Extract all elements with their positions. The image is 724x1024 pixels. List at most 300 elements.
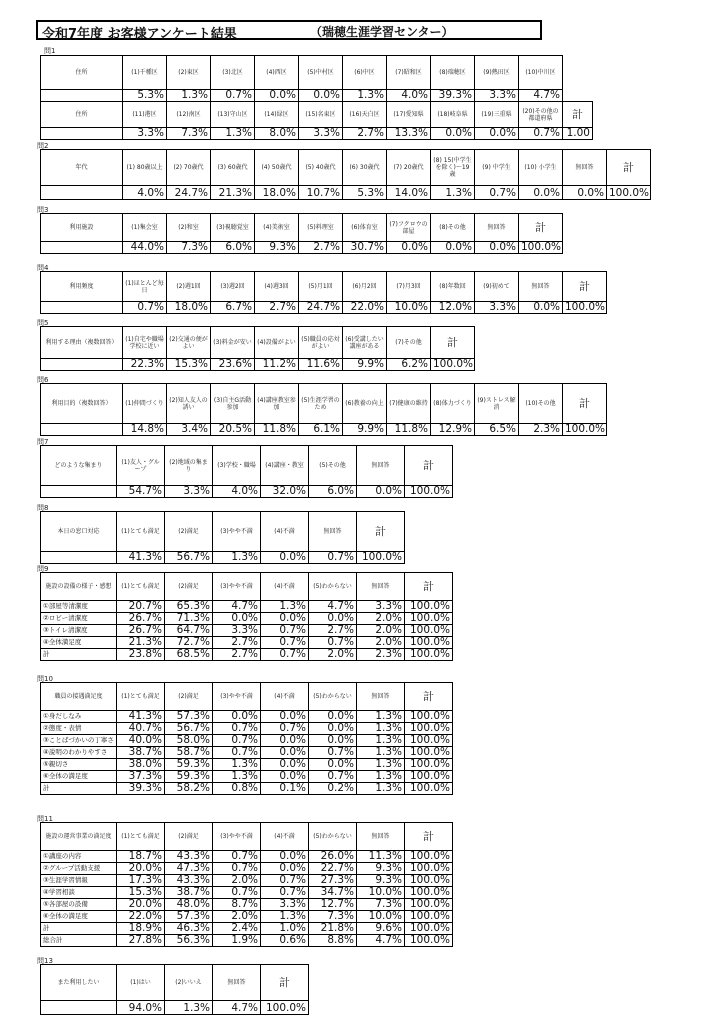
- choice-header-cell: (5)料理室: [299, 214, 343, 242]
- header-row: [41, 965, 309, 1001]
- value-row: [41, 552, 405, 564]
- choice-header-cell: (2)満足: [165, 573, 213, 601]
- value-cell: 18.7%: [117, 851, 165, 863]
- choice-header-cell: 計: [431, 327, 475, 359]
- value-cell: 56.7%: [165, 552, 213, 564]
- choice-header-cell: 無回答: [357, 823, 405, 851]
- header-row: [41, 272, 607, 302]
- table-row: [41, 863, 453, 875]
- value-cell: 0.0%: [261, 851, 309, 863]
- choice-header-cell: (6)受講したい講座がある: [343, 327, 387, 359]
- choice-header-cell: (13)守山区: [211, 102, 255, 128]
- choice-header-cell: (9)ストレス解消: [475, 384, 519, 424]
- question-title-cell: どのような集まり: [41, 446, 117, 486]
- value-cell: 38.7%: [165, 887, 213, 899]
- choice-header-cell: 無回答: [357, 573, 405, 601]
- value-row: [41, 302, 607, 314]
- choice-header-cell: (2)週1回: [167, 272, 211, 302]
- choice-header-cell: (11)港区: [123, 102, 167, 128]
- value-cell: 0.7%: [213, 851, 261, 863]
- value-cell: 7.3%: [167, 242, 211, 254]
- choice-header-cell: (4)講座教室参加: [255, 384, 299, 424]
- value-cell: 43.3%: [165, 851, 213, 863]
- table-row: [41, 783, 453, 795]
- value-cell: 0.0%: [519, 186, 563, 200]
- value-row: [41, 186, 651, 200]
- value-cell: 6.0%: [309, 486, 357, 498]
- value-cell: 41.3%: [117, 711, 165, 723]
- value-cell: 18.9%: [117, 923, 165, 935]
- choice-header-cell: (4)美術室: [255, 214, 299, 242]
- value-cell: 7.3%: [357, 899, 405, 911]
- value-cell: 0.7%: [213, 887, 261, 899]
- choice-header-cell: (19)三重県: [475, 102, 519, 128]
- value-cell: 9.6%: [357, 923, 405, 935]
- value-cell: 100.0%: [405, 723, 453, 735]
- value-cell: 2.0%: [213, 911, 261, 923]
- value-cell: 0.0%: [519, 302, 563, 314]
- value-cell: 6.7%: [211, 302, 255, 314]
- choice-header-cell: (1)友人・グループ: [117, 446, 165, 486]
- choice-header-cell: 計: [519, 214, 563, 242]
- value-cell: 44.0%: [123, 242, 167, 254]
- choice-header-cell: (4) 50歳代: [255, 150, 299, 186]
- choice-header-cell: 計: [357, 512, 405, 552]
- value-cell: 6.0%: [211, 242, 255, 254]
- question-title-cell: 職員の接遇満足度: [41, 683, 117, 711]
- value-cell: 2.4%: [213, 923, 261, 935]
- choice-header-cell: (1) 80歳以上: [123, 150, 167, 186]
- value-cell: 4.0%: [123, 186, 167, 200]
- value-cell: 100.0%: [405, 649, 453, 661]
- choice-header-cell: (4)設備がよい: [255, 327, 299, 359]
- value-cell: 58.0%: [165, 735, 213, 747]
- question-title-cell: 施設の運営事業の満足度: [41, 823, 117, 851]
- value-cell: 4.7%: [309, 601, 357, 613]
- value-cell: 1.3%: [357, 735, 405, 747]
- value-cell: 0.7%: [261, 649, 309, 661]
- table-row: [41, 637, 453, 649]
- value-cell: 39.3%: [431, 90, 475, 102]
- table-q2: [40, 149, 651, 200]
- header-row: [41, 102, 593, 128]
- choice-header-cell: (7)その他: [387, 327, 431, 359]
- value-cell: 1.0%: [261, 923, 309, 935]
- value-cell: 0.7%: [309, 747, 357, 759]
- row-label-cell: [41, 359, 123, 371]
- question-title-cell: 年代: [41, 150, 123, 186]
- value-cell: 10.0%: [357, 887, 405, 899]
- value-cell: 0.7%: [309, 552, 357, 564]
- choice-header-cell: (8) 15(中学生を除く)～19歳: [431, 150, 475, 186]
- value-cell: 18.0%: [167, 302, 211, 314]
- value-cell: 40.0%: [117, 735, 165, 747]
- table-q8: [40, 511, 405, 564]
- value-cell: 2.0%: [357, 625, 405, 637]
- value-cell: 21.3%: [211, 186, 255, 200]
- value-cell: 22.7%: [309, 863, 357, 875]
- choice-header-cell: (4)不満: [261, 573, 309, 601]
- value-cell: 0.0%: [387, 242, 431, 254]
- table-row: [41, 887, 453, 899]
- question-number-q1a: 問1: [44, 47, 56, 55]
- value-cell: 2.0%: [357, 637, 405, 649]
- value-cell: 22.0%: [343, 302, 387, 314]
- value-cell: 22.0%: [117, 911, 165, 923]
- value-cell: 6.2%: [387, 359, 431, 371]
- title-box: [36, 20, 542, 40]
- choice-header-cell: (6)中区: [343, 56, 387, 90]
- value-cell: 3.3%: [123, 128, 167, 140]
- table-row: [41, 759, 453, 771]
- value-cell: 65.3%: [165, 601, 213, 613]
- value-cell: 2.0%: [213, 875, 261, 887]
- value-cell: 57.3%: [165, 911, 213, 923]
- choice-header-cell: (3)やや不満: [213, 573, 261, 601]
- value-cell: 94.0%: [117, 1001, 165, 1015]
- value-cell: 8.8%: [309, 935, 357, 947]
- row-label-cell: [41, 90, 123, 102]
- value-cell: 0.0%: [261, 711, 309, 723]
- value-cell: 0.0%: [261, 747, 309, 759]
- choice-header-cell: (7)昭和区: [387, 56, 431, 90]
- choice-header-cell: (3)やや不満: [213, 683, 261, 711]
- row-label-cell: ④学習相談: [41, 887, 117, 899]
- value-cell: 3.4%: [167, 424, 211, 436]
- choice-header-cell: (3)北区: [211, 56, 255, 90]
- value-cell: 27.3%: [309, 875, 357, 887]
- value-cell: 0.7%: [211, 90, 255, 102]
- value-cell: 38.0%: [117, 759, 165, 771]
- choice-header-cell: (7)フクロウの部屋: [387, 214, 431, 242]
- question-title-cell: また利用したい: [41, 965, 117, 1001]
- table-q13: [40, 964, 309, 1015]
- value-cell: 100.0%: [405, 887, 453, 899]
- value-cell: 2.7%: [255, 302, 299, 314]
- header-row: [41, 214, 563, 242]
- table-q1a: [40, 55, 563, 102]
- choice-header-cell: (2)満足: [165, 823, 213, 851]
- value-cell: 13.3%: [387, 128, 431, 140]
- value-cell: 39.3%: [117, 783, 165, 795]
- value-cell: 0.0%: [309, 759, 357, 771]
- header-row: [41, 512, 405, 552]
- choice-header-cell: (1)集会室: [123, 214, 167, 242]
- value-cell: 14.0%: [387, 186, 431, 200]
- choice-header-cell: (6)月2回: [343, 272, 387, 302]
- choice-header-cell: 無回答: [563, 150, 607, 186]
- table-q3: [40, 213, 563, 254]
- choice-header-cell: 計: [405, 573, 453, 601]
- value-cell: 100.0%: [607, 186, 651, 200]
- choice-header-cell: (6) 30歳代: [343, 150, 387, 186]
- choice-header-cell: (2)交通の便がよい: [167, 327, 211, 359]
- choice-header-cell: (1)自宅や職場学校に近い: [123, 327, 167, 359]
- table-q1b: [40, 101, 593, 140]
- question-title-cell: 利用目的（複数回答）: [41, 384, 123, 424]
- value-cell: 0.0%: [563, 186, 607, 200]
- value-cell: 20.0%: [117, 899, 165, 911]
- table-row: [41, 875, 453, 887]
- value-cell: 37.3%: [117, 771, 165, 783]
- choice-header-cell: (1)とても満足: [117, 573, 165, 601]
- value-cell: 26.0%: [309, 851, 357, 863]
- value-cell: 0.0%: [299, 90, 343, 102]
- table-q6: [40, 383, 607, 436]
- value-cell: 100.0%: [405, 875, 453, 887]
- choice-header-cell: (5) 40歳代: [299, 150, 343, 186]
- question-title-cell: 住所: [41, 56, 123, 90]
- choice-header-cell: (3)料金が安い: [211, 327, 255, 359]
- value-cell: 0.7%: [213, 735, 261, 747]
- table-row: [41, 649, 453, 661]
- value-cell: 18.0%: [255, 186, 299, 200]
- value-cell: 17.3%: [117, 875, 165, 887]
- value-cell: 54.7%: [117, 486, 165, 498]
- value-cell: 11.8%: [255, 424, 299, 436]
- value-row: [41, 128, 593, 140]
- value-cell: 100.0%: [405, 771, 453, 783]
- row-label-cell: ③生涯学習情報: [41, 875, 117, 887]
- question-number-q2: 問2: [37, 142, 49, 150]
- value-cell: 0.8%: [213, 783, 261, 795]
- value-row: [41, 359, 475, 371]
- value-cell: 0.6%: [261, 935, 309, 947]
- value-cell: 0.7%: [261, 875, 309, 887]
- value-cell: 7.3%: [167, 128, 211, 140]
- row-label-cell: ②ロビー清潔度: [41, 613, 117, 625]
- value-cell: 100.0%: [357, 552, 405, 564]
- value-cell: 100.0%: [405, 935, 453, 947]
- value-cell: 1.3%: [343, 90, 387, 102]
- question-title-cell: 本日の窓口対応: [41, 512, 117, 552]
- choice-header-cell: 無回答: [357, 446, 405, 486]
- value-cell: 64.7%: [165, 625, 213, 637]
- choice-header-cell: (9) 中学生: [475, 150, 519, 186]
- choice-header-cell: 計: [563, 102, 593, 128]
- value-cell: 23.6%: [211, 359, 255, 371]
- row-label-cell: [41, 128, 123, 140]
- choice-header-cell: (17)愛知県: [387, 102, 431, 128]
- value-cell: 4.7%: [357, 935, 405, 947]
- choice-header-cell: (16)天白区: [343, 102, 387, 128]
- choice-header-cell: (8)体力づくり: [431, 384, 475, 424]
- choice-header-cell: (3)視聴覚室: [211, 214, 255, 242]
- row-label-cell: ⑤親切さ: [41, 759, 117, 771]
- value-cell: 100.0%: [261, 1001, 309, 1015]
- value-cell: 9.3%: [357, 875, 405, 887]
- value-cell: 2.3%: [357, 649, 405, 661]
- value-cell: 0.0%: [475, 128, 519, 140]
- header-row: [41, 150, 651, 186]
- value-cell: 0.0%: [309, 711, 357, 723]
- choice-header-cell: (20)その他の都道府県: [519, 102, 563, 128]
- question-number-q13: 問13: [37, 957, 53, 965]
- value-cell: 57.3%: [165, 711, 213, 723]
- value-cell: 27.8%: [117, 935, 165, 947]
- value-cell: 34.7%: [309, 887, 357, 899]
- choice-header-cell: (1)とても満足: [117, 512, 165, 552]
- value-cell: 8.7%: [213, 899, 261, 911]
- table-q4: [40, 271, 607, 314]
- table-row: [41, 771, 453, 783]
- choice-header-cell: 計: [563, 272, 607, 302]
- value-cell: 72.7%: [165, 637, 213, 649]
- value-cell: 20.0%: [117, 863, 165, 875]
- value-cell: 11.3%: [357, 851, 405, 863]
- value-cell: 0.0%: [309, 735, 357, 747]
- header-row: [41, 384, 607, 424]
- value-cell: 59.3%: [165, 759, 213, 771]
- choice-header-cell: (3)やや不満: [213, 512, 261, 552]
- table-row: [41, 935, 453, 947]
- value-cell: 100.0%: [563, 302, 607, 314]
- value-cell: 0.7%: [309, 637, 357, 649]
- value-cell: 21.3%: [117, 637, 165, 649]
- value-cell: 0.0%: [255, 90, 299, 102]
- value-cell: 0.7%: [213, 723, 261, 735]
- choice-header-cell: (5)わからない: [309, 683, 357, 711]
- value-cell: 1.3%: [211, 128, 255, 140]
- value-cell: 3.3%: [475, 90, 519, 102]
- value-cell: 100.0%: [405, 486, 453, 498]
- table-q11: [40, 822, 453, 947]
- value-cell: 5.3%: [123, 90, 167, 102]
- value-cell: 3.3%: [357, 601, 405, 613]
- choice-header-cell: 無回答: [475, 214, 519, 242]
- value-row: [41, 486, 453, 498]
- value-cell: 2.7%: [309, 625, 357, 637]
- choice-header-cell: (2)知人友人の誘い: [167, 384, 211, 424]
- choice-header-cell: (10) 小学生: [519, 150, 563, 186]
- value-cell: 0.2%: [309, 783, 357, 795]
- value-cell: 0.0%: [213, 711, 261, 723]
- value-cell: 0.7%: [261, 625, 309, 637]
- choice-header-cell: (1)ほとんど毎日: [123, 272, 167, 302]
- table-row: [41, 899, 453, 911]
- choice-header-cell: (2)いいえ: [165, 965, 213, 1001]
- value-cell: 0.7%: [213, 863, 261, 875]
- choice-header-cell: (1)千種区: [123, 56, 167, 90]
- choice-header-cell: (1)とても満足: [117, 683, 165, 711]
- value-cell: 100.0%: [519, 242, 563, 254]
- value-row: [41, 242, 563, 254]
- value-cell: 100.0%: [405, 711, 453, 723]
- question-title-cell: 住所: [41, 102, 123, 128]
- value-cell: 71.3%: [165, 613, 213, 625]
- value-cell: 100.0%: [405, 625, 453, 637]
- value-cell: 0.0%: [213, 613, 261, 625]
- choice-header-cell: (10)中川区: [519, 56, 563, 90]
- document-title: 令和7年度 お客様アンケート結果: [42, 27, 237, 42]
- value-cell: 4.7%: [213, 1001, 261, 1015]
- value-cell: 56.3%: [165, 935, 213, 947]
- value-cell: 30.7%: [343, 242, 387, 254]
- value-cell: 20.7%: [117, 601, 165, 613]
- value-cell: 21.8%: [309, 923, 357, 935]
- table-q7: [40, 445, 453, 498]
- choice-header-cell: (4)週3回: [255, 272, 299, 302]
- row-label-cell: 総合計: [41, 935, 117, 947]
- value-cell: 100.0%: [405, 863, 453, 875]
- value-cell: 58.2%: [165, 783, 213, 795]
- question-number-q4: 問4: [37, 264, 49, 272]
- choice-header-cell: (7)健康の維持: [387, 384, 431, 424]
- value-cell: 68.5%: [165, 649, 213, 661]
- value-cell: 9.9%: [343, 359, 387, 371]
- value-cell: 11.6%: [299, 359, 343, 371]
- table-row: [41, 851, 453, 863]
- value-cell: 6.5%: [475, 424, 519, 436]
- choice-header-cell: (3)週2回: [211, 272, 255, 302]
- question-title-cell: 施設の設備の様子・感想: [41, 573, 117, 601]
- choice-header-cell: (6)教養の向上: [343, 384, 387, 424]
- header-row: [41, 823, 453, 851]
- value-cell: 100.0%: [405, 851, 453, 863]
- value-cell: 100.0%: [563, 424, 607, 436]
- choice-header-cell: (2)東区: [167, 56, 211, 90]
- value-cell: 2.7%: [299, 242, 343, 254]
- choice-header-cell: 無回答: [213, 965, 261, 1001]
- value-cell: 12.0%: [431, 302, 475, 314]
- value-cell: 1.9%: [213, 935, 261, 947]
- choice-header-cell: 無回答: [309, 512, 357, 552]
- value-cell: 1.3%: [213, 552, 261, 564]
- value-cell: 100.0%: [431, 359, 475, 371]
- value-cell: 32.0%: [261, 486, 309, 498]
- choice-header-cell: 計: [261, 965, 309, 1001]
- value-cell: 4.7%: [519, 90, 563, 102]
- value-cell: 3.3%: [165, 486, 213, 498]
- value-cell: 0.0%: [431, 128, 475, 140]
- choice-header-cell: (10)その他: [519, 384, 563, 424]
- header-row: [41, 573, 453, 601]
- value-cell: 0.7%: [519, 128, 563, 140]
- question-number-q6: 問6: [37, 376, 49, 384]
- table-row: [41, 747, 453, 759]
- choice-header-cell: (3)学校・職場: [213, 446, 261, 486]
- value-cell: 100.0%: [405, 911, 453, 923]
- value-cell: 1.3%: [357, 783, 405, 795]
- value-cell: 0.0%: [309, 613, 357, 625]
- value-cell: 2.7%: [343, 128, 387, 140]
- row-label-cell: [41, 486, 117, 498]
- value-cell: 38.7%: [117, 747, 165, 759]
- row-label-cell: ②態度・表情: [41, 723, 117, 735]
- value-cell: 2.0%: [357, 613, 405, 625]
- choice-header-cell: (2) 70歳代: [167, 150, 211, 186]
- value-cell: 4.0%: [213, 486, 261, 498]
- choice-header-cell: (2)満足: [165, 512, 213, 552]
- value-cell: 6.1%: [299, 424, 343, 436]
- value-cell: 8.0%: [255, 128, 299, 140]
- header-row: [41, 683, 453, 711]
- choice-header-cell: (6)体育室: [343, 214, 387, 242]
- value-cell: 0.1%: [261, 783, 309, 795]
- value-cell: 1.3%: [357, 747, 405, 759]
- question-number-q7: 問7: [37, 438, 49, 446]
- choice-header-cell: (1)はい: [117, 965, 165, 1001]
- value-cell: 4.7%: [213, 601, 261, 613]
- value-cell: 100.0%: [405, 923, 453, 935]
- row-label-cell: ②グループ活動支援: [41, 863, 117, 875]
- value-cell: 11.2%: [255, 359, 299, 371]
- facility-name: （瑞穂生涯学習センター）: [310, 25, 454, 39]
- choice-header-cell: 計: [405, 823, 453, 851]
- value-cell: 15.3%: [117, 887, 165, 899]
- row-label-cell: ①部屋等清潔度: [41, 601, 117, 613]
- value-cell: 100.0%: [405, 637, 453, 649]
